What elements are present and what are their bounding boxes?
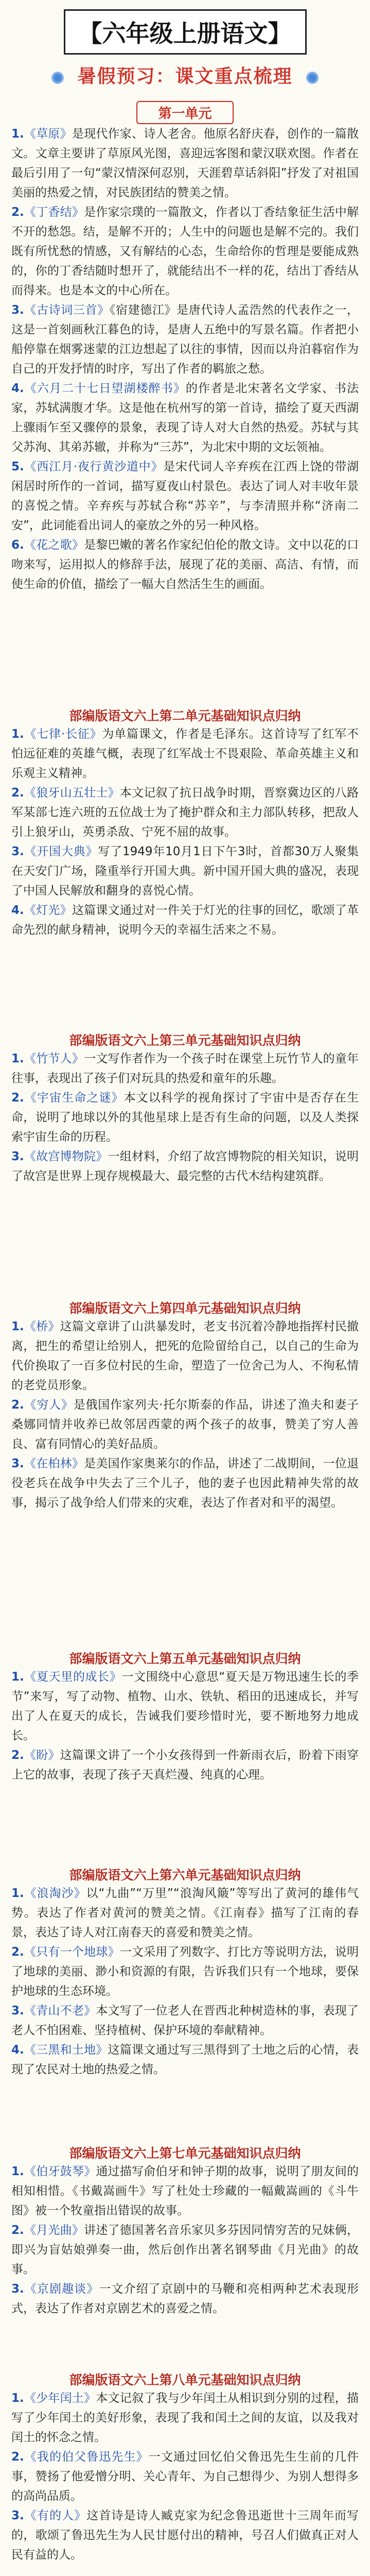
- unit-3-heading: 部编版语文六上第三单元基础知识点归纳: [69, 1033, 301, 1048]
- list-item: 6.《花之歌》是黎巴嫩的著名作家纪伯伦的散文诗。文中以花的口吻来写，运用拟人的修辞手法，展现了花的美丽、高洁、有情，而使生命的价值，描绘了一幅大自然活生生的画面。: [11, 538, 359, 591]
- unit-7-section: [11, 2143, 359, 2318]
- decor-circle-icon: [305, 71, 320, 85]
- unit-4-section: [11, 1298, 359, 1513]
- unit-7-heading: 部编版语文六上第七单元基础知识点归纳: [69, 2146, 301, 2161]
- list-item: 1.《草原》是现代作家、诗人老舍。他原名舒庆春，创作的一篇散文。文章主要讲了草原风光图，喜迎远客图和蒙汉联欢图。作者在最后引用了一句“蒙汉情深何忍别，天涯碧草话斜阳”抒发了对祖国美丽的热爱之情，对民族团结的赞美之情。: [11, 127, 359, 199]
- unit-5-section: [11, 1649, 359, 1785]
- list-item: 3.《开国大典》写了1949年10月1日下午3时，首都30万人聚集在天安门广场，隆重举行开国大典。新中国开国大典的盛况，表现了中国人民解放和翻身的喜悦心情。: [11, 845, 359, 897]
- unit-3-section: [11, 1030, 359, 1186]
- list-item: 2.《丁香结》是作家宗璞的一篇散文，作者以丁香结象征生活中解不开的愁怨。结，是解不开的；人生中的问题也是解不完的。我们既有所忧愁的情感，又有解结的心态，生命给你的哲理是要能成熟的，你的丁香结随时想开了，就能结出不一样的花，结出丁香结从而得来。也是本文的中心所在。: [11, 206, 359, 297]
- list-item: 3.《青山不老》本文写了一位老人在晋西北种树造林的事，表现了老人不怕困难、坚持植树、保护环境的奉献精神。: [11, 2004, 359, 2037]
- list-item: 2.《狼牙山五壮士》本文记叙了抗日战争时期，晋察冀边区的八路军某部七连六班的五位战士为了掩护群众和主力部队转移，把敌人引上狼牙山，英勇杀敌、宁死不屈的故事。: [11, 786, 359, 839]
- list-item: 2.《宇宙生命之谜》本文以科学的视角探讨了宇宙中是否存在生命，说明了地球以外的其他星球上是否有生命的问题，以及人类探索宇宙生命的历程。: [11, 1091, 359, 1144]
- list-item: 3.《古诗词三首》《宿建德江》是唐代诗人孟浩然的代表作之一，这是一首刻画秋江暮色的诗，是唐人五绝中的写景名篇。作者把小船停靠在烟雾迷蒙的江边想起了以往的事情，因而以舟泊暮宿作为自己的开发抒情的时序，写出了作者的羁旅之愁。: [11, 303, 359, 376]
- list-item: 4.《灯光》这篇课文通过对一件关于灯光的往事的回忆，歌颂了革命先烈的献身精神，说明今天的幸福生活来之不易。: [11, 904, 359, 937]
- unit-8-heading: 部编版语文六上第八单元基础知识点归纳: [69, 2372, 301, 2387]
- list-item: 1.《少年闰土》本文记叙了我与少年闰土从相识到分别的过程，描写了少年闰土的美好形象，表现了我和闰土之间的友谊，以及我对闰土的怀念之情。: [11, 2392, 359, 2444]
- unit-6-section: [11, 1865, 359, 2079]
- list-item: 1.《伯牙鼓琴》通过描写俞伯牙和钟子期的故事，说明了朋友间的相知相惜。《书戴嵩画牛》写了杜处士珍藏的一幅戴嵩画的《斗牛图》被一个牧童指出错误的故事。: [11, 2165, 359, 2217]
- list-item: 1.《浪淘沙》以“九曲”“万里”“浪淘风簸”等写出了黄河的雄伟气势。表达了作者对黄河的赞美之情。《江南春》描写了江南的春景，表达了诗人对江南春天的喜爱和赞美之情。: [11, 1887, 359, 1939]
- list-item: 4.《六月二十七日望湖楼醉书》的作者是北宋著名文学家、书法家，苏轼满腹才华。这是他在杭州写的第一首诗，描绘了夏天西湖上骤雨乍至又骤停的景象，表现了诗人对大自然的热爱。苏轼与其父苏洵、其弟苏辙，并称为“三苏”，为北宋中期的文坛领袖。: [11, 382, 359, 454]
- list-item: 3.《故宫博物院》一组材料，介绍了故宫博物院的相关知识，说明了故宫是世界上现存规模最大、最完整的古代木结构建筑群。: [11, 1150, 359, 1183]
- unit-1-heading: 第一单元: [136, 101, 233, 124]
- list-item: 2.《我的伯父鲁迅先生》一文通过回忆伯父鲁迅先生生前的几件事，赞扬了他爱憎分明、关心青年、为自己想得少、为别人想得多的高尚品质。: [11, 2450, 359, 2503]
- page-subtitle: [0, 62, 370, 88]
- list-item: 5.《西江月·夜行黄沙道中》是宋代词人辛弃疾在江西上饶的带湖闲居时所作的一首词，描写夏夜山村景色。表达了词人对丰收年景的喜悦之情。辛弃疾与苏轼合称“苏辛”，与李清照并称“济南二安”，此词能看出词人的豪放之外的另一种风格。: [11, 460, 359, 532]
- unit-4-heading: 部编版语文六上第四单元基础知识点归纳: [69, 1301, 301, 1316]
- unit-1-section: [11, 101, 359, 594]
- unit-5-heading: 部编版语文六上第五单元基础知识点归纳: [69, 1651, 301, 1666]
- list-item: 2.《盼》这篇课文讲了一个小女孩得到一件新雨衣后，盼着下雨穿上它的故事，表现了孩子天真烂漫、纯真的心理。: [11, 1749, 359, 1782]
- decor-circle-icon: [50, 71, 65, 85]
- list-item: 3.《京剧趣谈》一文介绍了京剧中的马鞭和亮相两种艺术表现形式，表达了作者对京剧艺术的喜爱之情。: [11, 2282, 359, 2315]
- list-item: 1.《竹节人》一文写作者作为一个孩子时在课堂上玩竹节人的童年往事，表现出了孩子们对玩具的热爱和童年的乐趣。: [11, 1052, 359, 1085]
- page-title: 【六年级上册语文】: [64, 9, 307, 55]
- unit-8-section: [11, 2370, 359, 2565]
- list-item: 1.《夏天里的成长》一文围绕中心意思“夏天是万物迅速生长的季节”来写，写了动物、植物、山水、铁轨、稻田的迅速成长，并写出了人在夏天的成长，告诫我们要珍惜时光，要不断地努力地成长。: [11, 1670, 359, 1742]
- unit-2-section: [11, 706, 359, 940]
- list-item: 3.《有的人》这首诗是诗人臧克家为纪念鲁迅逝世十三周年而写的，歌颂了鲁迅先生为人民甘愿付出的精神，号召人们做真正对人民有益的人。: [11, 2509, 359, 2562]
- subtitle-text: 暑假预习：课文重点梳理: [77, 65, 293, 87]
- list-item: 1.《七律·长征》为单篇课文，作者是毛泽东。这首诗写了红军不怕远征难的英雄气概，表现了红军战士不畏艰险、革命英雄主义和乐观主义精神。: [11, 727, 359, 780]
- unit-6-heading: 部编版语文六上第六单元基础知识点归纳: [69, 1868, 301, 1883]
- list-item: 1.《桥》这篇文章讲了山洪暴发时，老支书沉着冷静地指挥村民撤离，把生的希望让给别人，把死的危险留给自己，以自己的生命为代价换取了一百多位村民的生命，塑造了一位舍己为人、不徇私情的老党员形象。: [11, 1320, 359, 1392]
- list-item: 2.《穷人》是俄国作家列夫·托尔斯泰的作品，讲述了渔夫和妻子桑娜同情并收养已故邻居西蒙的两个孩子的故事，赞美了穷人善良、富有同情心的美好品质。: [11, 1398, 359, 1451]
- unit-1-items: [11, 124, 359, 594]
- unit-2-heading: 部编版语文六上第二单元基础知识点归纳: [69, 708, 301, 723]
- list-item: 2.《月光曲》讲述了德国著名音乐家贝多芬因同情穷苦的兄妹俩，即兴为盲姑娘弹奏一曲，然后创作出著名钢琴曲《月光曲》的故事。: [11, 2224, 359, 2276]
- list-item: 4.《三黑和土地》这篇课文通过写三黑得到了土地之后的心情，表现了农民对土地的热爱之情。: [11, 2043, 359, 2076]
- list-item: 2.《只有一个地球》一文采用了列数字、打比方等说明方法，说明了地球的美丽、渺小和资源的有限，告诉我们只有一个地球，要保护地球的生态环境。: [11, 1945, 359, 1998]
- list-item: 3.《在柏林》是美国作家奥莱尔的作品，讲述了二战期间，一位退役老兵在战争中失去了三个儿子，他的妻子也因此精神失常的故事，揭示了战争给人们带来的灾难，表达了作者对和平的渴望。: [11, 1457, 359, 1510]
